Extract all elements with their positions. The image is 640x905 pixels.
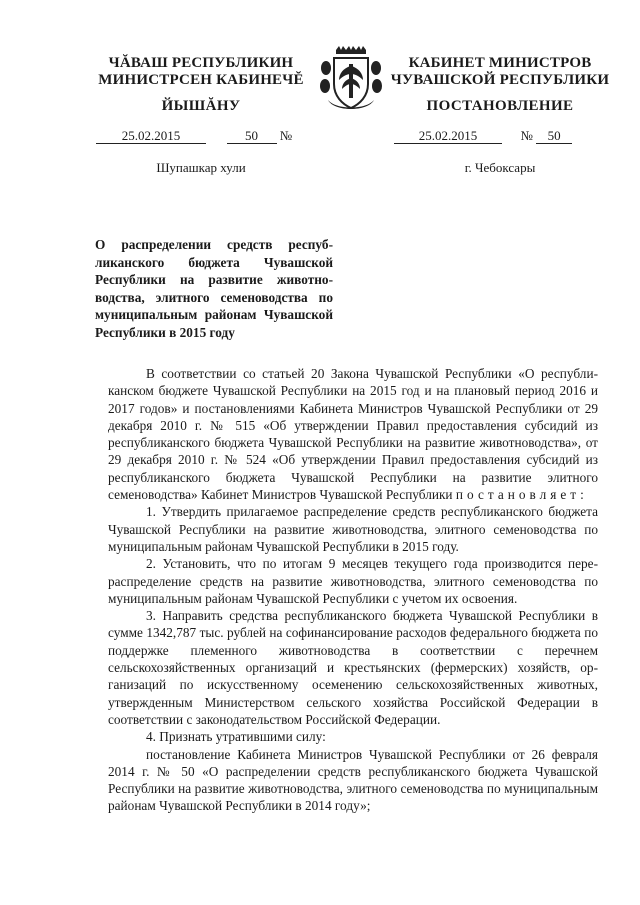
doctype-left: ЙЫШĂНУ [161, 98, 241, 114]
paragraph-preamble [108, 365, 598, 503]
date-left: 25.02.2015 [96, 128, 206, 144]
number-right: 50 [536, 128, 572, 144]
preamble-resolves: постановляет: [455, 487, 588, 503]
city-right: г. Чебоксары [464, 160, 536, 175]
header-right-org [388, 55, 612, 89]
header-left-org [96, 55, 306, 89]
paragraph-item-1: 1. Утвердить прилагаемое распределение средств республиканского бюджета Чувашской Республики на развитие животноводства, элитного семеноводства по муниципальным районам Чувашской Республики в 2015 году. [108, 504, 598, 554]
chuvash-coat-of-arms-icon [318, 44, 384, 118]
doctype-right: ПОСТАНОВЛЕНИЕ [426, 98, 574, 114]
preamble-text: В соответствии со статьей 20 Закона Чувашской Республики «О республиканском бюджете Чувашской Республики на 2015 год и на плановый период 2016 и 2017 годов» и постановлениями Кабинета Министров Чувашской Республики от 29 декабря 2010 г. № 515 «Об утверждении Правил предоставления субсидий из республиканского бюджета Чувашской Республики на развитие животноводства», от 29 декабря 2010 г. № 524 «Об утверждении Правил предоставления субсидий из республиканского бюджета Чувашской Республики на развитие элитного семеноводства» Кабинет Министров Чувашской Республики [108, 366, 598, 503]
paragraph-item-3: 3. Направить средства республиканского бюджета Чувашской Республики в сумме 1342,787 тыс. рублей на софинансирование расходов федерального бюджета по поддержке племенного животноводства в соответствии с перечнем сельскохозяйственных организаций и крестьянских (фермерских) хозяйств, организаций по искусственному осеменению сельскохозяйственных животных, утвержденным Министерством сельского хозяйства Российской Федерации в соответствии с законодательством Российской Федерации. [108, 608, 598, 727]
city-left: Шупашкар хули [156, 160, 246, 175]
paragraph-item-4-sub: постановление Кабинета Министров Чувашской Республики от 26 февраля 2014 г. № 50 «О распределении средств республиканского бюджета Чувашской Республики на развитие животноводства, элитного семеноводства по муниципальным районам Чувашской Республики в 2014 году»; [108, 746, 598, 814]
header-left-line1: ЧĂВАШ РЕСПУБЛИКИН [108, 55, 294, 71]
number-left: 50 [227, 128, 277, 144]
header-left-line2: МИНИСТРСЕН КАБИНЕЧĔ [98, 72, 304, 88]
header-right-line2: ЧУВАШСКОЙ РЕСПУБЛИКИ [390, 72, 610, 88]
document-title: О распределении средств республиканского бюджета Чувашской Республики на развитие животноводства, элитного семеноводства по муниципальным районам Чувашской Республики в 2015 году [95, 237, 333, 340]
document-body [108, 365, 598, 815]
number-sign-left: № [279, 128, 293, 143]
date-number-right [394, 128, 618, 146]
number-sign-right: № [520, 128, 533, 143]
date-right: 25.02.2015 [394, 128, 502, 144]
date-number-left [96, 128, 308, 146]
paragraph-item-2: 2. Установить, что по итогам 9 месяцев текущего года производится перераспределение средств на развитие животноводства, элитного семеноводства по муниципальным районам Чувашской Республики с учетом их освоения. [108, 556, 598, 606]
header-right-line1: КАБИНЕТ МИНИСТРОВ [408, 55, 592, 71]
paragraph-item-4: 4. Признать утратившими силу: [146, 729, 326, 745]
